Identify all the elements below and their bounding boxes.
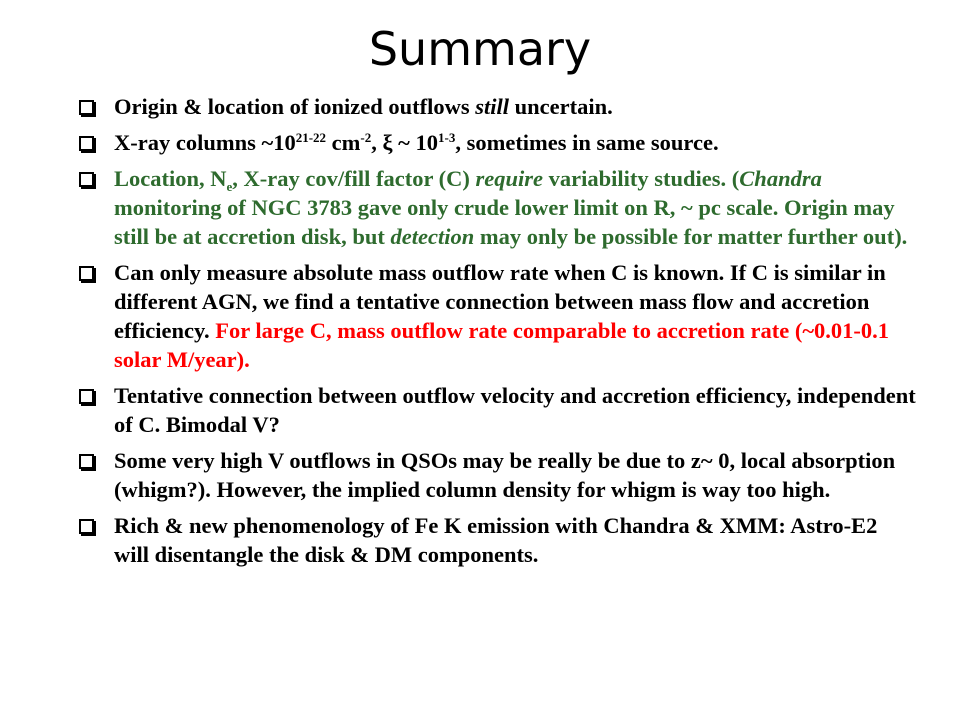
bullet-text: cm (326, 130, 361, 155)
bullet-text: Some very high V outflows in QSOs may be really be due to z~ 0, local absorption (whigm?). However, the implied column density for whigm is way too high. (114, 448, 896, 502)
summary-bullet-list (76, 92, 916, 576)
bullet-mass-outflow-rate (76, 258, 916, 374)
checkbox-bullet-icon (79, 172, 94, 187)
checkbox-bullet-icon (79, 266, 94, 281)
checkbox-bullet-icon (79, 136, 94, 151)
bullet-high-v-outflows (76, 446, 916, 504)
checkbox-bullet-icon (79, 100, 94, 115)
bullet-text-italic: require (475, 166, 544, 191)
bullet-text-highlight: For large C, mass outflow rate comparable to accretion rate (~0.01-0.1 solar M/year). (114, 318, 890, 372)
bullet-origin-location (76, 92, 916, 121)
bullet-location-variability (76, 164, 916, 251)
bullet-text: monitoring of NGC 3783 gave only crude lower limit on R, ~ pc scale. Origin may still be at accretion disk, but (114, 195, 895, 249)
bullet-text: Location, N (114, 166, 227, 191)
bullet-xray-columns (76, 128, 916, 157)
bullet-text: X-ray columns ~10 (114, 130, 296, 155)
bullet-text: , ξ ~ 10 (371, 130, 438, 155)
bullet-text-italic: still (475, 94, 510, 119)
slide-title: Summary (368, 22, 592, 76)
bullet-text: Origin & location of ionized outflows (114, 94, 476, 119)
superscript: -2 (360, 130, 372, 145)
bullet-text-italic: Chandra (739, 166, 822, 191)
bullet-text: variability studies. ( (543, 166, 740, 191)
bullet-fe-k-emission (76, 511, 916, 569)
bullet-text: Can only measure absolute mass outflow rate when C is known. If C is similar in different AGN, we find a tentative connection between mass flow and accretion efficiency. (114, 260, 886, 343)
bullet-outflow-velocity (76, 381, 916, 439)
bullet-text: may only be possible for matter further out). (474, 224, 908, 249)
subscript: e (226, 179, 233, 194)
checkbox-bullet-icon (79, 454, 94, 469)
superscript: 21-22 (295, 130, 327, 145)
checkbox-bullet-icon (79, 389, 94, 404)
checkbox-bullet-icon (79, 519, 94, 534)
superscript: 1-3 (437, 130, 456, 145)
bullet-text: , X-ray cov/fill factor (C) (232, 166, 476, 191)
bullet-text-italic: detection (390, 224, 475, 249)
bullet-text: , sometimes in same source. (455, 130, 719, 155)
bullet-text: uncertain. (509, 94, 613, 119)
bullet-text: Tentative connection between outflow velocity and accretion efficiency, independent of C. Bimodal V? (114, 383, 916, 437)
bullet-text: Rich & new phenomenology of Fe K emission with Chandra & XMM: Astro-E2 will disentangle the disk & DM components. (114, 513, 878, 567)
